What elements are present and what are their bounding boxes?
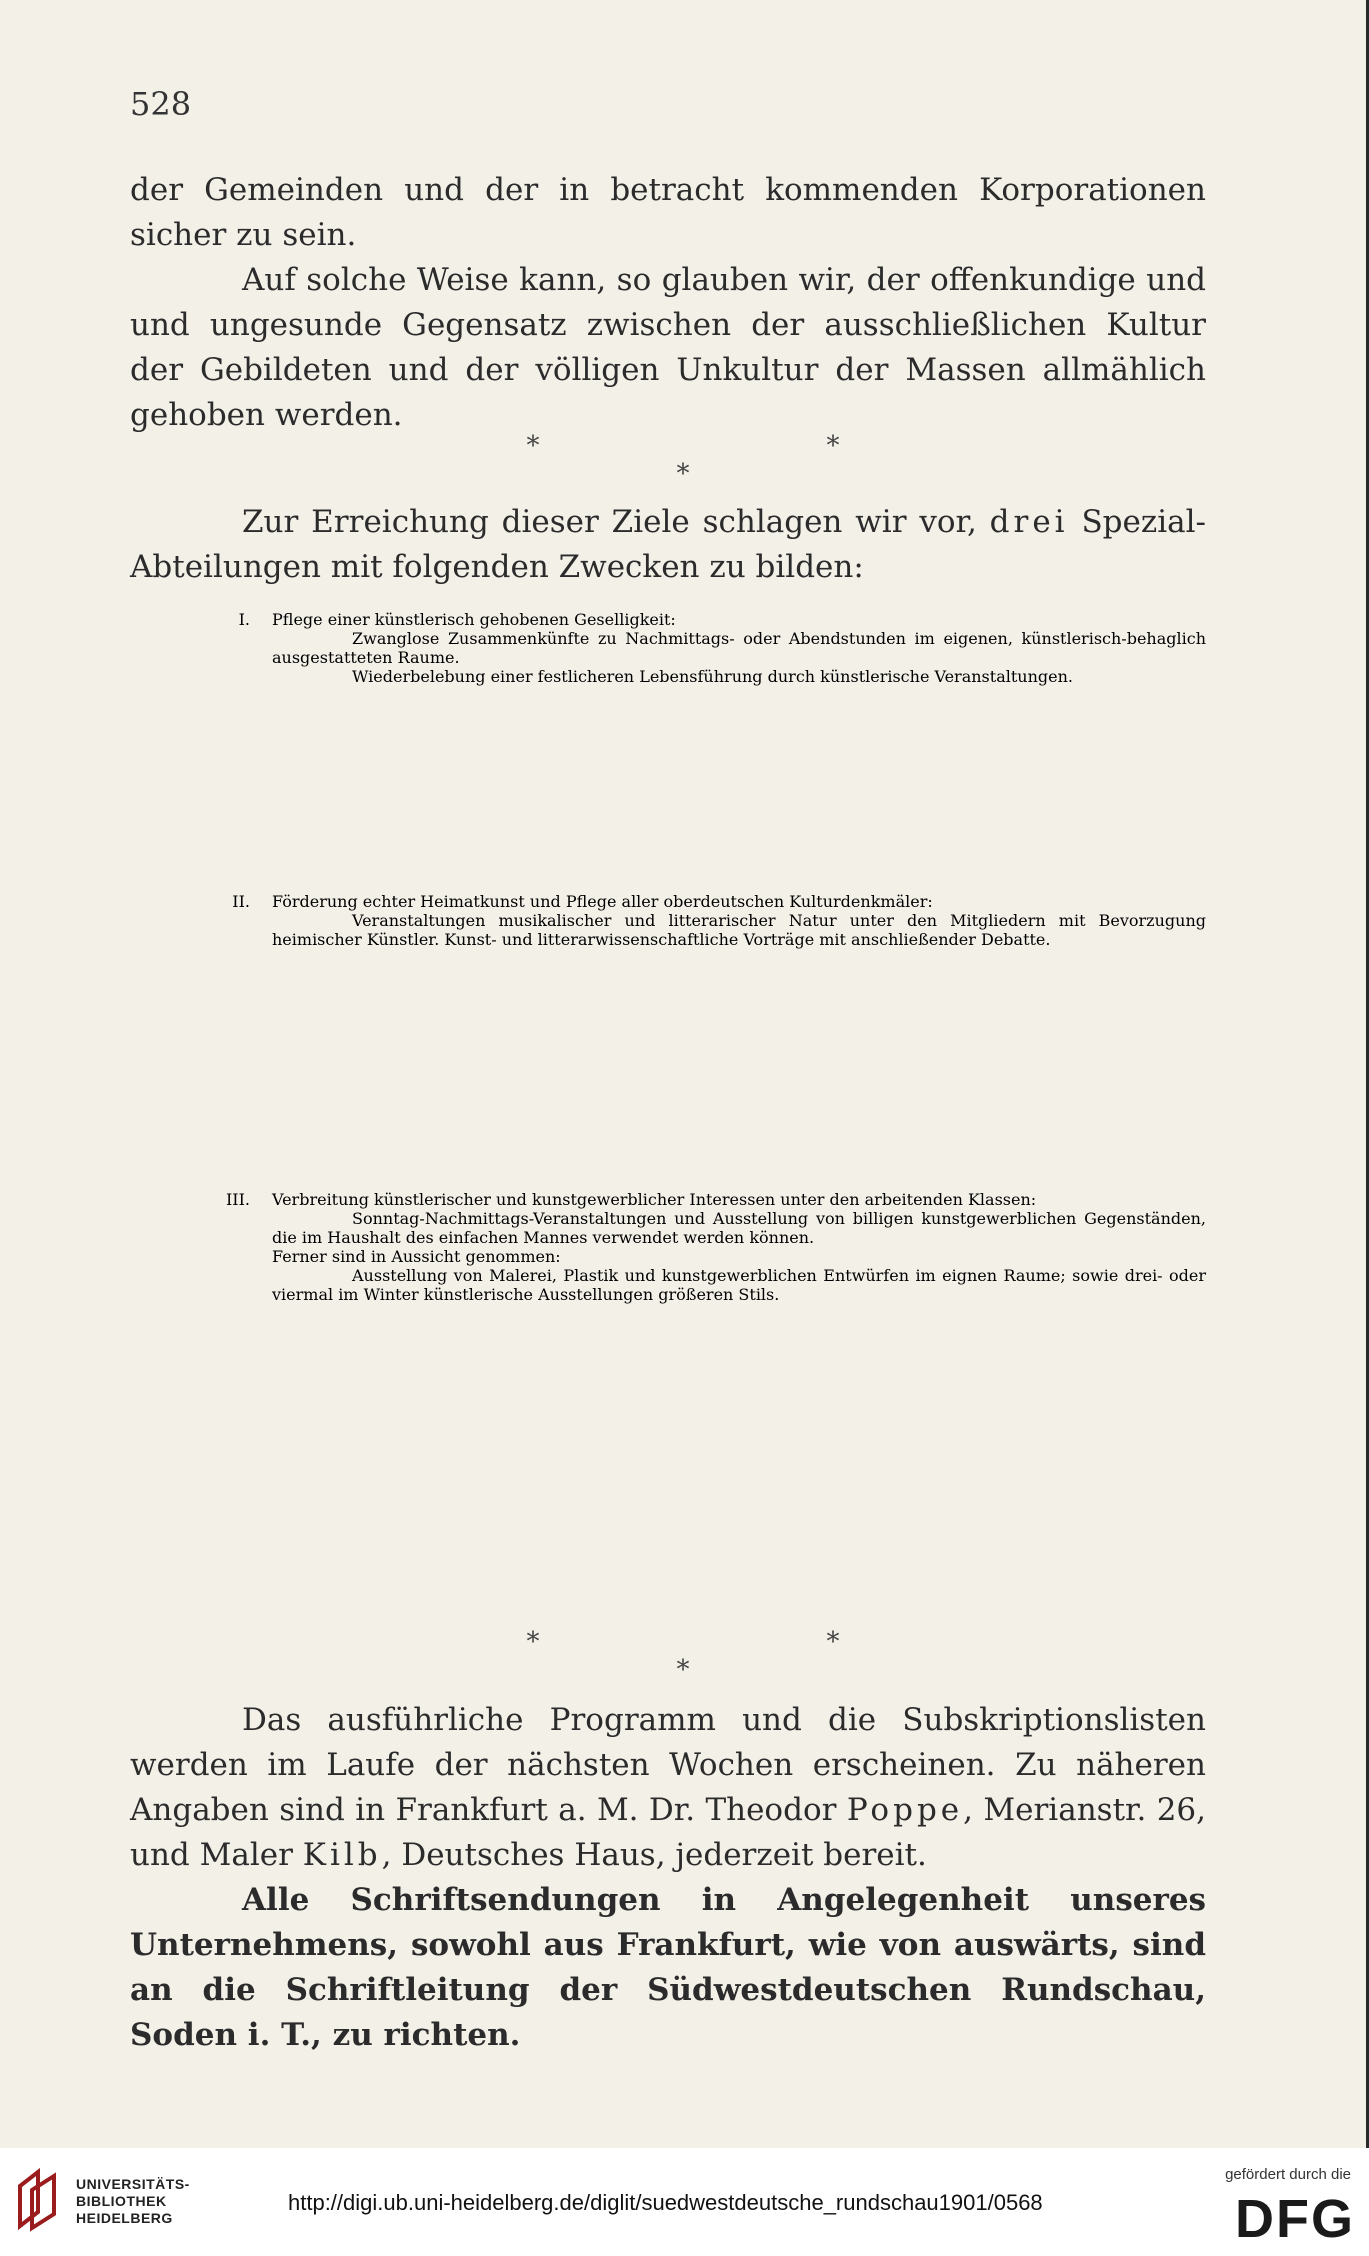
star: * [676,459,690,489]
footer-bar [0,2148,1369,2256]
separator-stars-1 [0,432,1366,488]
university-library-logo-icon [14,2168,64,2232]
section-1 [130,610,1206,686]
paragraph-ziele: Zur Erreichung dieser Ziele schlagen wir vor, drei Spezial-Abteilungen mit folgenden Zwecken zu bilden: [130,504,1206,585]
section-paragraph: Zwanglose Zusammenkünfte zu Nachmittags- oder Abendstunden im eigenen, künstlerisch-behaglich ausgestatteten Raume. [272,629,1206,667]
text-block-intro [130,500,1206,590]
funded-by-label: gefördert durch die [1225,2166,1351,2183]
section-2 [130,892,1206,949]
section-heading: Verbreitung künstlerischer und kunstgewerblicher Interessen unter den arbeitenden Klassen: [272,1190,1037,1209]
star: * [826,1627,840,1657]
library-name: UNIVERSITÄTS- BIBLIOTHEK HEIDELBERG [76,2176,190,2226]
paragraph-programm: Das ausführliche Programm und die Subskriptionslisten werden im Laufe der nächsten Wochen erscheinen. Zu näheren Angaben sind in Frankfurt a. M. Dr. Theodor Poppe, Merianstr. 26, und Maler Kilb, Deutsches Haus, jederzeit bereit. [130,1702,1206,1873]
section-subheading: Ferner sind in Aussicht genommen: [272,1247,561,1266]
section-paragraph: Veranstaltungen musikalischer und litterarischer Natur unter den Mitgliedern mit Bevorzugung heimischer Künstler. Kunst- und litterarwissenschaftliche Vorträge mit anschließender Debatte. [272,911,1206,949]
section-number: I. [238,610,250,629]
section-paragraph: Wiederbelebung einer festlicheren Lebensführung durch künstlerische Veranstaltungen. [352,667,1073,686]
star: * [826,431,840,461]
dfg-logo: DFG [1235,2189,1355,2249]
separator-stars-2 [0,1628,1366,1684]
star: * [526,1627,540,1657]
section-paragraph: Ausstellung von Malerei, Plastik und kunstgewerblichen Entwürfen im eignen Raume; sowie drei- oder viermal im Winter künstlerische Ausstellungen größeren Stils. [272,1266,1206,1304]
star: * [526,431,540,461]
section-heading: Förderung echter Heimatkunst und Pflege aller oberdeutschen Kulturdenkmäler: [272,892,933,911]
text-block-bottom [130,1698,1206,2058]
section-number: III. [225,1190,250,1209]
section-3 [130,1190,1206,1304]
section-heading: Pflege einer künstlerisch gehobenen Geselligkeit: [272,610,676,629]
paragraph-continuation: der Gemeinden und der in betracht kommenden Korporationen sicher zu sein. [130,172,1206,253]
page-number: 528 [130,85,192,123]
section-paragraph: Sonntag-Nachmittags-Veranstaltungen und Ausstellung von billigen kunstgewerblichen Gegenständen, die im Haushalt des einfachen Mannes verwendet werden können. [272,1209,1206,1247]
section-number: II. [232,892,250,911]
paragraph-gegensatz: Auf solche Weise kann, so glauben wir, der offenkundige und und ungesunde Gegensatz zwischen der ausschließlichen Kultur der Gebildeten und der völligen Unkultur der Massen allmählich gehoben werden. [130,262,1206,433]
source-url[interactable]: http://digi.ub.uni-heidelberg.de/diglit/suedwestdeutsche_rundschau1901/0568 [288,2190,1043,2215]
text-block-top [130,168,1206,438]
star: * [676,1655,690,1685]
paragraph-schriftsendungen: Alle Schriftsendungen in Angelegenheit unseres Unternehmens, sowohl aus Frankfurt, wie von auswärts, sind an die Schriftleitung der Südwestdeutschen Rundschau, Soden i. T., zu richten. [130,1882,1206,2053]
